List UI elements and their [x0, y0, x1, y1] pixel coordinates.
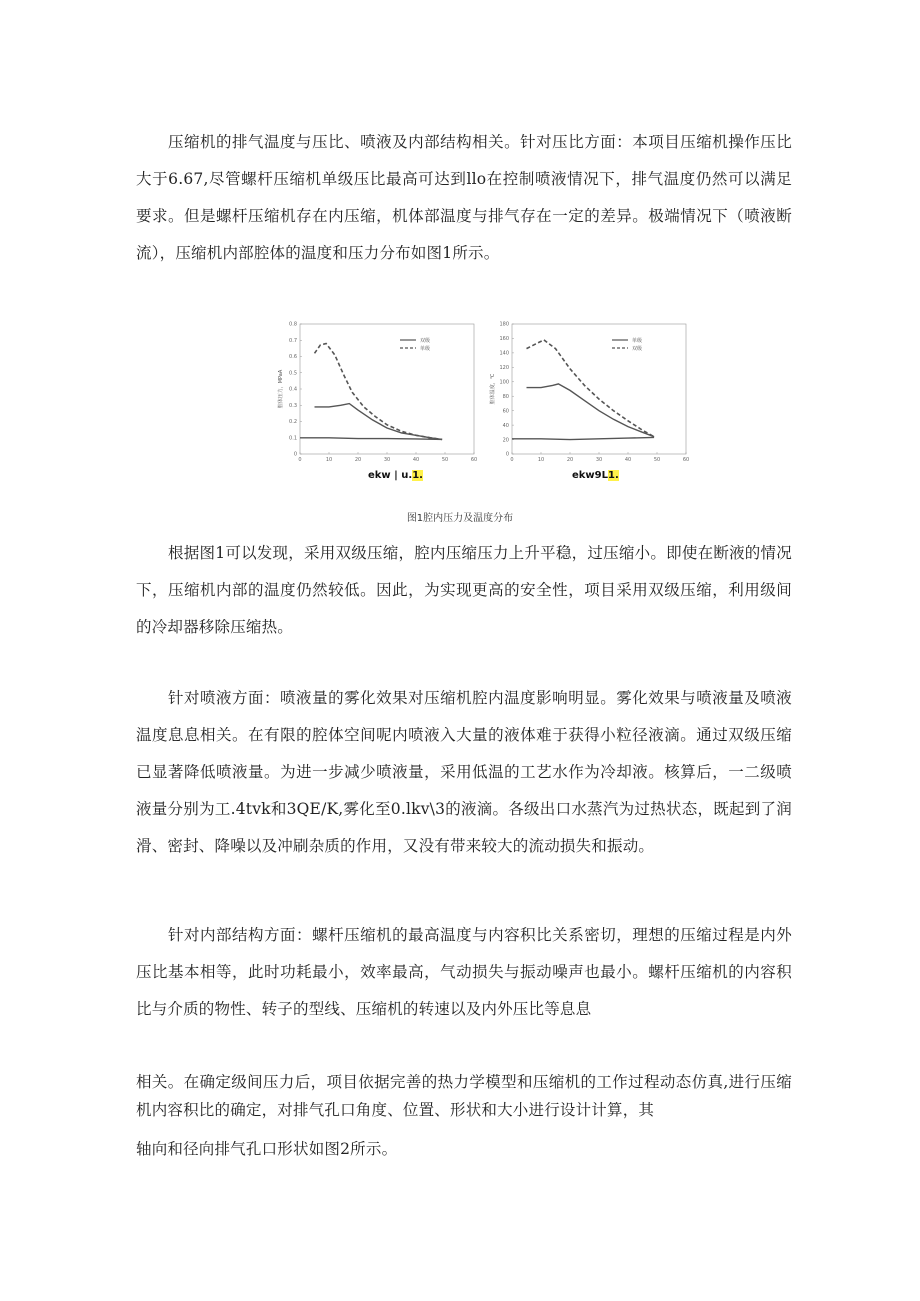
left-subcaption-prefix: ekw | u.: [368, 470, 413, 481]
y-tick-label: 0.7: [289, 337, 297, 344]
y-tick-label: 120: [499, 365, 509, 372]
x-tick-label: 40: [624, 457, 632, 463]
legend-label: 双级: [632, 345, 643, 352]
x-tick-label: 10: [325, 457, 333, 463]
y-tick-label: 0.3: [289, 402, 297, 409]
y-tick-label: 0.4: [289, 386, 297, 393]
y-tick-label: 100: [499, 379, 509, 386]
figure-caption: 图1腔内压力及温度分布: [406, 513, 514, 524]
paragraph-injection: 针对喷液方面：喷液量的雾化效果对压缩机腔内温度影响明显。雾化效果与喷液量及喷液温度息息相关。在有限的腔体空间呢内喷液入大量的液体难于获得小粒径液滴。通过双级压缩已显著降低喷液量。为进一步减少喷液量，采用低温的工艺水作为冷却液。核算后，一二级喷液量分别为工.4tvk和3QE/K,雾化至0.lkv\3的液滴。各级出口水蒸汽为过热状态，既起到了润滑、密封、降噪以及冲刷杂质的作用，又没有带来较大的流动损失和振动。: [136, 689, 792, 855]
plot-frame: [512, 324, 686, 454]
y-tick-label: 20: [502, 437, 509, 444]
x-tick-label: 50: [441, 457, 449, 463]
legend-label: 单级: [632, 337, 643, 344]
pressure-chart: [270, 318, 480, 483]
y-tick-label: 0: [293, 451, 297, 458]
x-tick-label: 0: [298, 457, 302, 463]
right-subcaption-highlight: 1.: [608, 470, 619, 481]
y-tick-label: 0.5: [289, 370, 297, 377]
x-tick-label: 30: [383, 457, 391, 463]
y-axis-label: 腔体温度，℃: [490, 373, 496, 405]
y-tick-label: 0.6: [289, 354, 297, 361]
legend-label: 双级: [420, 337, 431, 344]
x-tick-label: 20: [354, 457, 362, 463]
x-tick-label: 30: [595, 457, 603, 463]
y-tick-label: 140: [499, 350, 509, 357]
x-tick-label: 60: [470, 457, 478, 463]
y-tick-label: 0.2: [289, 419, 297, 426]
y-tick-label: 0: [505, 451, 509, 458]
paragraph-structure-continued: 相关。在确定级间压力后，项目依据完善的热力学模型和压缩机的工作过程动态仿真,进行压缩机内容积比的确定，对排气孔口角度、位置、形状和大小进行设计计算，其: [136, 1073, 792, 1119]
figure-1: [270, 318, 690, 518]
paragraph-figure-analysis: 根据图1可以发现，采用双级压缩，腔内压缩压力上升平稳，过压缩小。即使在断液的情况下，压缩机内部的温度仍然较低。因此，为实现更高的安全性，项目采用双级压缩，利用级间的冷却器移除压缩热。: [136, 544, 792, 636]
y-axis-label: 腔体压力，MPaA: [278, 369, 284, 409]
left-subcaption-highlight: 1.: [412, 470, 423, 481]
right-subcaption-prefix: ekw9L: [572, 470, 609, 481]
paragraph-pressure-ratio: 压缩机的排气温度与压比、喷液及内部结构相关。针对压比方面：本项目压缩机操作压比大于6.67,尽管螺杆压缩机单级压比最高可达到llo在控制喷液情况下，排气温度仍然可以满足要求。但是螺杆压缩机存在内压缩，机体部温度与排气存在一定的差异。极端情况下（喷液断流），压缩机内部腔体的温度和压力分布如图1所示。: [136, 133, 792, 262]
y-tick-label: 180: [499, 321, 509, 328]
y-tick-label: 160: [499, 336, 509, 343]
paragraph-structure: 针对内部结构方面：螺杆压缩机的最高温度与内容积比关系密切，理想的压缩过程是内外压比基本相等，此时功耗最小，效率最高，气动损失与振动噪声也最小。螺杆压缩机的内容积比与介质的物性、转子的型线、压缩机的转速以及内外压比等息息: [136, 926, 792, 1018]
paragraph-figure2-ref: 轴向和径向排气孔口形状如图2所示。: [136, 1140, 398, 1158]
x-tick-label: 60: [682, 457, 690, 463]
y-tick-label: 60: [502, 408, 509, 415]
y-tick-label: 0.1: [289, 435, 297, 442]
x-tick-label: 50: [653, 457, 661, 463]
left-subcaption: [368, 470, 423, 481]
y-tick-label: 80: [502, 393, 509, 400]
temperature-chart: [482, 318, 692, 483]
x-tick-label: 20: [566, 457, 574, 463]
x-tick-label: 10: [537, 457, 545, 463]
right-subcaption: [572, 470, 619, 481]
x-tick-label: 0: [510, 457, 514, 463]
y-tick-label: 40: [502, 422, 509, 429]
x-tick-label: 40: [412, 457, 420, 463]
legend-label: 单级: [420, 345, 431, 352]
y-tick-label: 0.8: [289, 321, 297, 328]
